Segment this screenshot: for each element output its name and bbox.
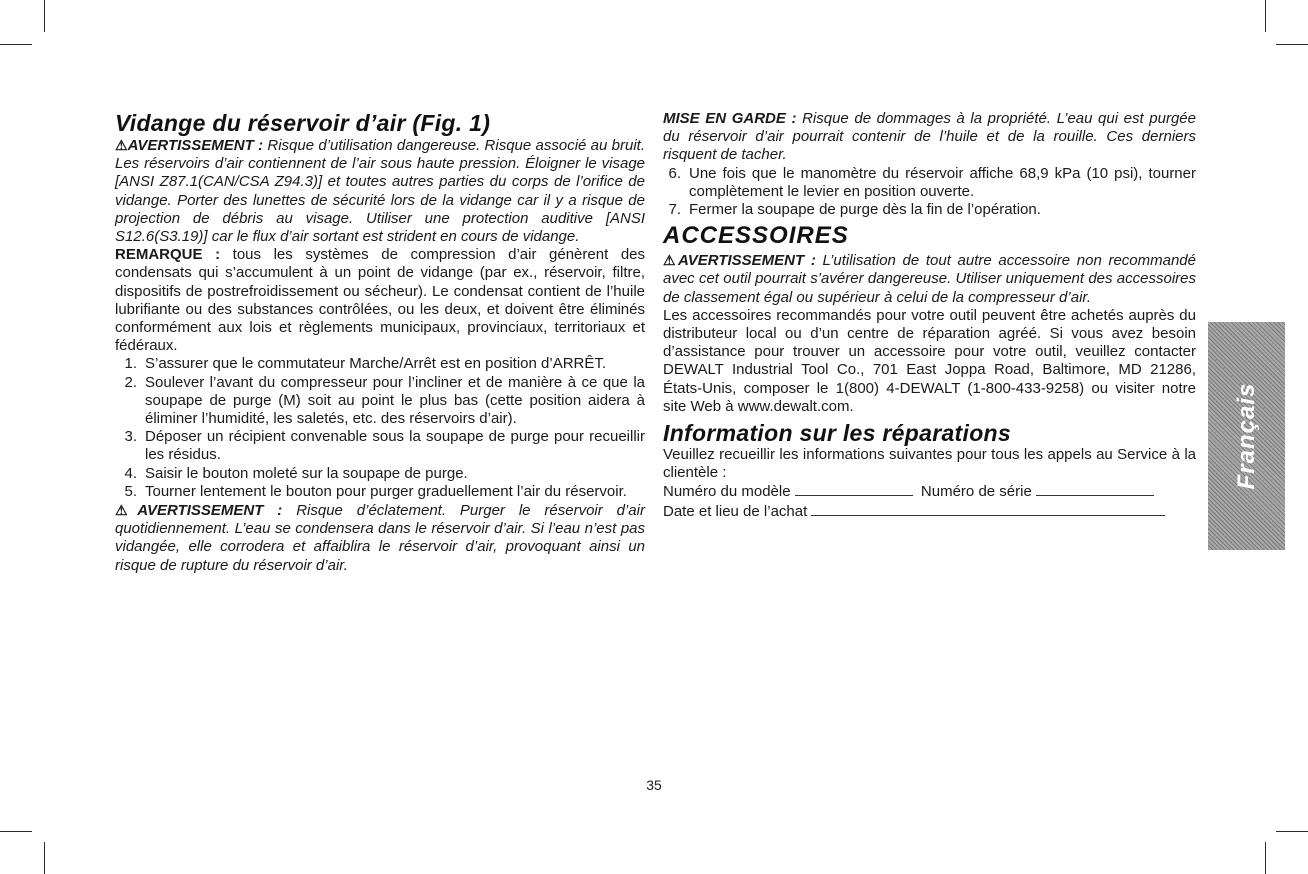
caution-paragraph [663,110,1196,165]
step-number: 7. [668,201,681,219]
warning-icon: ⚠ [663,252,679,269]
step-text: Déposer un récipient convenable sous la soupape de purge pour recueillir les résidus. [145,428,645,464]
warning-label: AVERTISSEMENT : [678,252,823,270]
warning-text: Risque d’éclatement. Purger le réservoir d’air quotidiennement. L’eau se condensera dans le réservoir d’air. Si l’eau n’est pas vidangée, elle corrodera et affaiblira le réservoir d’air, provoquant ainsi un risque de rupture du réservoir d’air. [115,502,645,574]
model-serial-line [663,482,1196,501]
section-heading-drain: Vidange du réservoir d’air (Fig. 1) [115,110,491,136]
warning-icon: ⚠ [115,137,128,153]
list-item [663,201,1196,219]
language-tab [1208,322,1285,550]
section-heading-accessories: ACCESSOIRES [663,222,849,250]
language-tab-label: Français [1232,382,1260,490]
accessories-paragraph: Les accessoires recommandés pour votre outil peuvent être achetés auprès du distributeur local ou d’un centre de réparation agréé. Si vous avez besoin d’assistance pour trouver un accessoire pour votre outil, veuillez contacter DEWALT Industrial Tool Co., 701 East Joppa Road, Baltimore, MD 21286, États-Unis, composer le 1(800) 4-DEWALT (1-800-433-9258) ou visiter notre site Web à www.dewalt.com. [663,306,1196,415]
crop-mark [1265,842,1266,874]
step-number: 2. [124,373,137,391]
serial-blank[interactable] [1036,482,1154,496]
list-item [115,374,645,429]
purchase-line [663,502,1196,521]
warning-label: AVERTISSEMENT : [127,137,268,154]
left-column [115,110,645,575]
drain-steps-list [115,355,645,501]
crop-mark [1276,44,1308,45]
drain-steps-list-continued [663,165,1196,220]
warning-text: L’utilisation de tout autre accessoire non recommandé avec cet outil pourrait s’avérer dangereuse. Utiliser uniquement des accessoires de classement égal ou supérieur à celui de la compresseur d’air. [663,252,1196,306]
step-text: Saisir le bouton moleté sur la soupape de purge. [145,464,468,482]
model-blank[interactable] [795,482,913,496]
warning-text: Risque d’utilisation dangereuse. Risque associé au bruit. Les réservoirs d’air contiennent de l’air sous haute pression. Éloigner le visage [ANSI Z87.1(CAN/CSA Z94.3)] et toutes autres parties du corps de l’orifice de vidange. Porter des lunettes de sécurité lors de la vidange car il y a risque de projection de débris au visage. Utiliser une protection auditive [ANSI S12.6(S3.19)] car le flux d’air sortant est strident en cours de vidange. [115,137,645,246]
list-item [115,355,645,373]
crop-mark [0,831,32,832]
crop-mark [0,44,32,45]
warning-burst [115,501,645,575]
section-heading-repairs: Information sur les réparations [663,420,1011,447]
list-item [663,165,1196,201]
page-number: 35 [646,777,662,793]
step-text: Une fois que le manomètre du réservoir affiche 68,9 kPa (10 psi), tourner complètement le levier en position ouverte. [689,164,1196,200]
repair-paragraph: Veuillez recueillir les informations suivantes pour tous les appels au Service à la clientèle : [663,446,1196,482]
note-label: REMARQUE : [115,246,233,264]
crop-mark [44,842,45,874]
warning-accessories [663,251,1196,307]
warning-label: AVERTISSEMENT : [137,502,297,520]
note-text: tous les systèmes de compression d’air génèrent des condensats qui s’accumulent à un point de vidange (par ex., réservoir, filtre, dispositifs de postrefroidissement ou sécheur). Le condensat contient de l’huile lubrifiante ou des substances contrôlées, ou les deux, et doivent être éliminés conformément aux lois et règlements municipaux, provinciaux, territoriaux et fédéraux. [115,246,645,355]
note-paragraph [115,246,645,355]
list-item [115,428,645,464]
step-number: 1. [124,355,137,373]
model-label: Numéro du modèle [663,483,791,501]
step-number: 4. [124,464,137,482]
step-number: 3. [124,428,137,446]
date-label: Date et lieu de l’achat [663,502,808,520]
date-blank[interactable] [811,502,1165,516]
step-text: Tourner lentement le bouton pour purger graduellement l’air du réservoir. [145,482,627,500]
step-text: S’assurer que le commutateur Marche/Arrêt est en position d’ARRÊT. [145,355,607,373]
step-text: Soulever l’avant du compresseur pour l’incliner et de manière à ce que la soupape de purge (M) soit au point le plus bas (cette position aidera à éliminer l’humidité, les saletés, etc. des réservoirs d’air). [145,373,645,428]
caution-label: MISE EN GARDE : [663,110,803,127]
caution-text: Risque de dommages à la propriété. L’eau qui est purgée du réservoir d’air pourrait contenir de l’huile et de la rouille. Ces derniers risquent de tacher. [663,110,1196,164]
serial-label: Numéro de série [920,483,1032,501]
list-item [115,483,645,501]
step-text: Fermer la soupape de purge dès la fin de l’opération. [689,201,1041,219]
warning-noise [115,136,645,246]
right-column [663,110,1196,521]
list-item [115,465,645,483]
step-number: 6. [668,164,681,182]
step-number: 5. [124,482,137,500]
warning-icon: ⚠ [115,502,138,519]
crop-mark [1276,831,1308,832]
crop-mark [1265,0,1266,32]
crop-mark [44,0,45,32]
